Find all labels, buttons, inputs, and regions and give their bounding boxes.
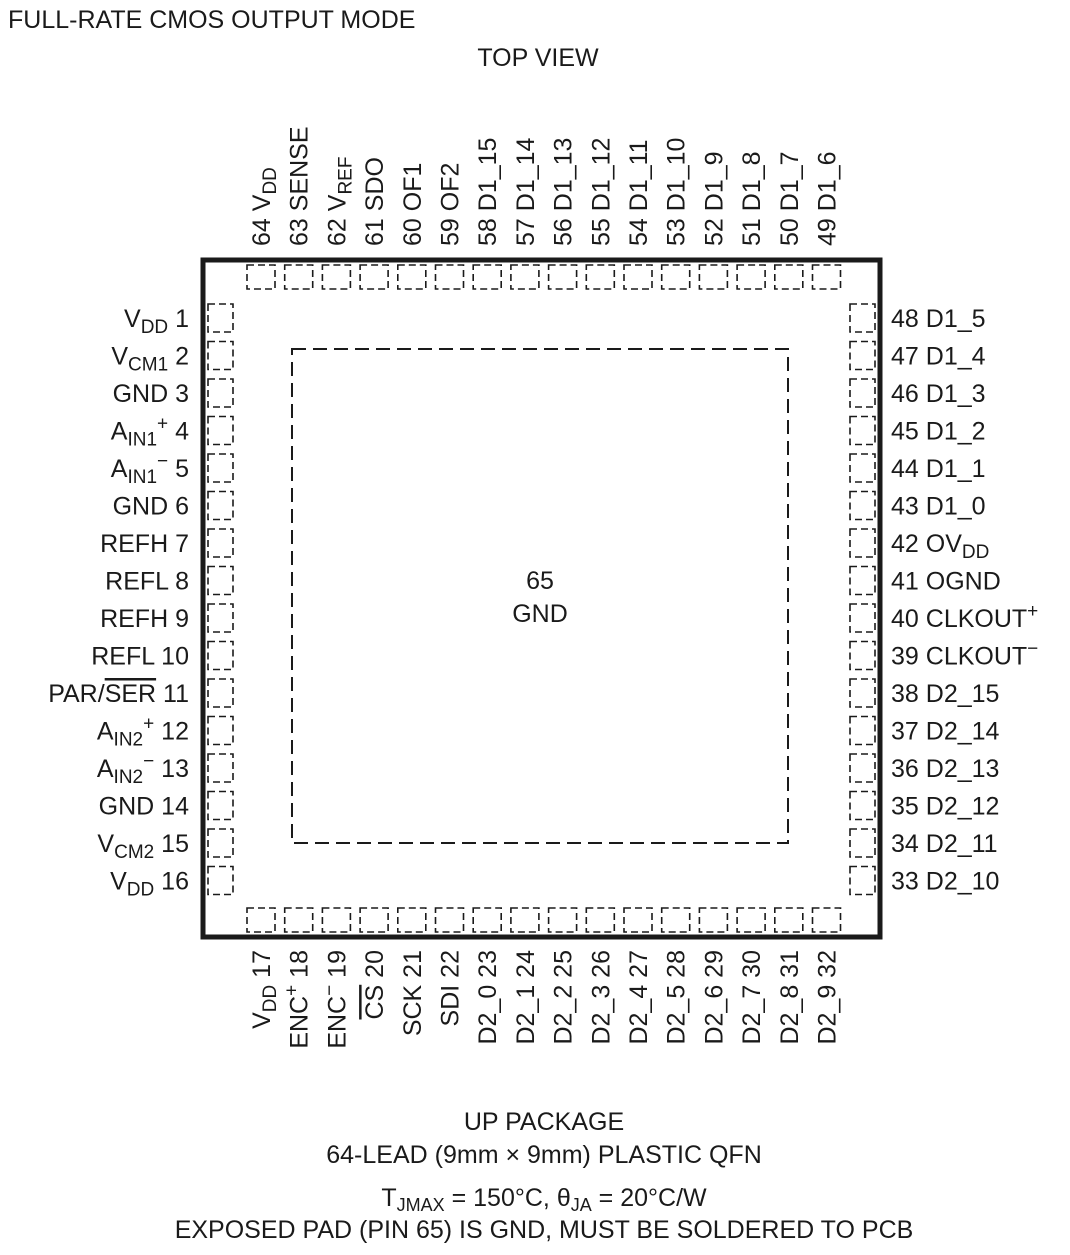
pin-pad-45 — [850, 417, 875, 445]
pin-pad-54 — [624, 265, 652, 289]
exposed-pad — [292, 349, 788, 843]
pin-label-60: 60 OF1 — [398, 162, 427, 246]
pin-label-50: 50 D1_7 — [775, 151, 804, 246]
pin-pad-20 — [360, 908, 388, 932]
pin-label-39: 39 CLKOUT− — [891, 638, 1039, 671]
pin-pad-22 — [436, 908, 464, 932]
pin-pad-2 — [208, 342, 233, 370]
pin-pad-1 — [208, 304, 233, 332]
pin-label-22: SDI 22 — [436, 950, 465, 1027]
pin-pad-35 — [850, 792, 875, 820]
pin-label-33: 33 D2_10 — [891, 867, 1000, 896]
pin-label-25: D2_2 25 — [549, 950, 578, 1045]
pin-pad-32 — [813, 908, 841, 932]
pin-pad-63 — [285, 265, 313, 289]
pin-pad-31 — [775, 908, 803, 932]
pin-label-37: 37 D2_14 — [891, 717, 1000, 746]
pin-pad-19 — [322, 908, 350, 932]
pin-label-11: PAR/SER 11 — [48, 680, 189, 708]
pin-label-6: GND 6 — [112, 492, 189, 521]
pin-label-40: 40 CLKOUT+ — [891, 601, 1039, 633]
pin-pad-11 — [208, 679, 233, 707]
pin-pad-34 — [850, 829, 875, 857]
pin-label-26: D2_3 26 — [587, 950, 616, 1045]
pin-pad-4 — [208, 417, 233, 445]
pin-label-31: D2_8 31 — [775, 950, 804, 1045]
pin-pad-56 — [549, 265, 577, 289]
pin-label-38: 38 D2_15 — [891, 680, 1000, 708]
pin-label-19: ENC− 19 — [319, 950, 352, 1049]
pin-label-44: 44 D1_1 — [891, 455, 986, 483]
exposed-pad-label: GND — [512, 600, 568, 628]
pin-label-5: $A_{IN1}^-$ 5 — [110, 451, 189, 488]
pin-label-63: 63 SENSE — [285, 126, 314, 246]
pin-label-42: 42 $OV_{DD}$ — [891, 530, 990, 563]
pin-label-17: $V_{DD}$ 17 — [248, 950, 281, 1029]
package-name: UP PACKAGE — [463, 1108, 625, 1136]
pin-label-27: D2_4 27 — [625, 950, 653, 1045]
pin-label-52: 52 D1_9 — [700, 151, 729, 246]
pin-pad-14 — [208, 792, 233, 820]
pin-label-58: 58 D1_15 — [474, 137, 503, 246]
pin-label-8: REFL 8 — [105, 567, 189, 596]
package-description: 64-LEAD (9mm × 9mm) PLASTIC QFN — [326, 1141, 762, 1169]
pin-pad-48 — [850, 304, 875, 332]
pin-label-9: REFH 9 — [100, 605, 189, 633]
pin-pad-62 — [322, 265, 350, 289]
pin-label-62: 62 $V_{REF}$ — [323, 156, 357, 246]
pin-label-29: D2_6 29 — [700, 950, 729, 1045]
pin-label-21: SCK 21 — [398, 950, 427, 1037]
pin-pad-23 — [473, 908, 501, 932]
pin-pad-50 — [775, 265, 803, 289]
pin-pad-37 — [850, 717, 875, 745]
pin-label-13: $A_{IN2}^-$ 13 — [96, 751, 189, 788]
pin-pad-53 — [662, 265, 690, 289]
pin-label-1: $V_{DD}$ 1 — [124, 305, 189, 338]
pin-label-45: 45 D1_2 — [891, 417, 986, 446]
pin-label-48: 48 D1_5 — [891, 305, 986, 333]
pin-label-56: 56 D1_13 — [549, 137, 578, 246]
pin-label-3: GND 3 — [112, 380, 189, 408]
pin-pad-51 — [737, 265, 765, 289]
thermal-specs: $T_{JMAX} = 150^\circ C$, $\theta_{JA} = 20^\circ C/W$ — [381, 1184, 707, 1215]
pin-pad-25 — [549, 908, 577, 932]
pin-label-61: 61 SDO — [361, 157, 390, 246]
pin-label-51: 51 D1_8 — [738, 151, 767, 246]
pin-pad-16 — [208, 867, 233, 895]
pin-pad-8 — [208, 567, 233, 595]
pin-pad-58 — [473, 265, 501, 289]
pin-pad-3 — [208, 379, 233, 407]
pin-label-43: 43 D1_0 — [891, 492, 986, 521]
pin-pad-49 — [813, 265, 841, 289]
pin-label-24: D2_1 24 — [511, 950, 540, 1045]
pin-label-32: D2_9 32 — [813, 950, 842, 1045]
pin-label-15: $V_{CM2}$ 15 — [97, 830, 189, 863]
pin-pad-39 — [850, 642, 875, 670]
pin-pad-60 — [398, 265, 426, 289]
pin-label-53: 53 D1_10 — [662, 137, 691, 246]
pin-label-23: D2_0 23 — [474, 950, 503, 1045]
pin-label-35: 35 D2_12 — [891, 792, 1000, 821]
pin-pad-5 — [208, 454, 233, 482]
pin-label-7: REFH 7 — [100, 530, 189, 558]
pin-pad-21 — [398, 908, 426, 932]
pin-pad-27 — [624, 908, 652, 932]
pin-pad-46 — [850, 379, 875, 407]
pin-pad-6 — [208, 492, 233, 520]
pin-pad-40 — [850, 604, 875, 632]
pin-pad-64 — [247, 265, 275, 289]
pin-pad-29 — [699, 908, 727, 932]
pin-pad-24 — [511, 908, 539, 932]
pin-label-12: $A_{IN2}^+$ 12 — [96, 713, 189, 751]
pin-label-47: 47 D1_4 — [891, 342, 986, 371]
pin-pad-17 — [247, 908, 275, 932]
pin-pad-42 — [850, 529, 875, 557]
exposed-pad-number: 65 — [526, 567, 554, 595]
pin-label-10: REFL 10 — [91, 642, 189, 671]
pin-label-49: 49 D1_6 — [813, 151, 842, 246]
pin-label-46: 46 D1_3 — [891, 380, 986, 408]
pin-pad-59 — [436, 265, 464, 289]
pin-label-16: $V_{DD}$ 16 — [110, 867, 189, 901]
pin-label-41: 41 OGND — [891, 567, 1001, 596]
pin-label-36: 36 D2_13 — [891, 755, 1000, 783]
pin-pad-28 — [662, 908, 690, 932]
pin-pad-15 — [208, 829, 233, 857]
pin-label-30: D2_7 30 — [738, 950, 767, 1045]
pin-label-55: 55 D1_12 — [587, 137, 616, 246]
pin-label-57: 57 D1_14 — [511, 137, 540, 246]
pin-label-14: GND 14 — [98, 792, 189, 821]
pin-pad-43 — [850, 492, 875, 520]
pin-pad-61 — [360, 265, 388, 289]
package-body — [203, 260, 880, 937]
pin-pad-38 — [850, 679, 875, 707]
mode-title: FULL-RATE CMOS OUTPUT MODE — [8, 6, 416, 34]
pin-pad-26 — [586, 908, 614, 932]
exposed-pad-note: EXPOSED PAD (PIN 65) IS GND, MUST BE SOLDERED TO PCB — [174, 1216, 914, 1244]
view-title: TOP VIEW — [477, 44, 599, 72]
pin-label-18: ENC+ 18 — [281, 950, 314, 1049]
pin-pad-10 — [208, 642, 233, 670]
pin-label-64: 64 $V_{DD}$ — [248, 167, 281, 246]
pin-pad-47 — [850, 342, 875, 370]
pin-pad-33 — [850, 867, 875, 895]
pin-pad-44 — [850, 454, 875, 482]
pin-pad-7 — [208, 529, 233, 557]
pin-pad-41 — [850, 567, 875, 595]
pin-pad-12 — [208, 717, 233, 745]
pin-pad-18 — [285, 908, 313, 932]
pin-pad-36 — [850, 754, 875, 782]
pin-pad-57 — [511, 265, 539, 289]
pin-label-54: 54 D1_11 — [625, 139, 653, 246]
pin-pad-55 — [586, 265, 614, 289]
pin-label-28: D2_5 28 — [662, 950, 691, 1045]
pin-label-59: 59 OF2 — [436, 162, 465, 246]
pin-pad-52 — [699, 265, 727, 289]
pin-label-4: $A_{IN1}^+$ 4 — [110, 413, 189, 451]
pin-pad-9 — [208, 604, 233, 632]
pin-pad-13 — [208, 754, 233, 782]
pin-label-2: $V_{CM1}$ 2 — [111, 342, 189, 376]
pin-pad-30 — [737, 908, 765, 932]
pin-label-34: 34 D2_11 — [891, 830, 998, 858]
pin-label-20: CS 20 — [361, 950, 390, 1020]
